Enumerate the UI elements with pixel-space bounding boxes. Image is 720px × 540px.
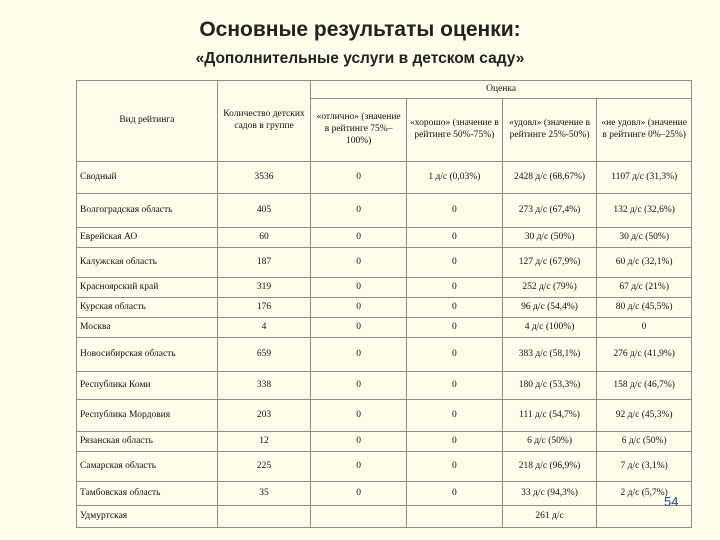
unsatisfactory-cell: 6 д/с (50%): [597, 432, 692, 452]
count-cell: 3536: [217, 162, 310, 194]
page-title: Основные результаты оценки:: [199, 18, 521, 41]
table-row: [77, 400, 692, 432]
table-row: [77, 432, 692, 452]
header-good: «хорошо» (значение в рейтинге 50%-75%): [406, 99, 502, 162]
unsatisfactory-cell: 92 д/с (45,3%): [597, 400, 692, 432]
table-row: [77, 194, 692, 228]
excellent-cell: 0: [311, 162, 407, 194]
count-cell: 203: [217, 400, 310, 432]
count-cell: 187: [217, 248, 310, 278]
region-cell: Новосибирская область: [77, 338, 218, 372]
excellent-cell: 0: [311, 194, 407, 228]
count-cell: 405: [217, 194, 310, 228]
good-cell: 0: [406, 400, 502, 432]
header-rating-type: Вид рейтинга: [77, 81, 218, 162]
excellent-cell: 0: [311, 278, 407, 298]
header-satisfactory: «удовл» (значение в рейтинге 25%-50%): [502, 99, 597, 162]
unsatisfactory-cell: 80 д/с (45,5%): [597, 298, 692, 318]
unsatisfactory-cell: 67 д/с (21%): [597, 278, 692, 298]
table-row: [77, 278, 692, 298]
good-cell: 0: [406, 372, 502, 400]
unsatisfactory-cell: 2 д/с (5,7%): [597, 482, 692, 506]
good-cell: 0: [406, 194, 502, 228]
good-cell: 0: [406, 298, 502, 318]
count-cell: 338: [217, 372, 310, 400]
satisfactory-cell: 261 д/с: [502, 506, 597, 528]
table-row: [77, 318, 692, 338]
region-cell: Волгоградская область: [77, 194, 218, 228]
satisfactory-cell: 4 д/с (100%): [502, 318, 597, 338]
excellent-cell: 0: [311, 452, 407, 482]
count-cell: 35: [217, 482, 310, 506]
region-cell: Тамбовская область: [77, 482, 218, 506]
good-cell: 0: [406, 338, 502, 372]
satisfactory-cell: 273 д/с (67,4%): [502, 194, 597, 228]
region-cell: Еврейская АО: [77, 228, 218, 248]
region-cell: Рязанская область: [77, 432, 218, 452]
region-cell: Калужская область: [77, 248, 218, 278]
region-cell: Республика Коми: [77, 372, 218, 400]
excellent-cell: 0: [311, 482, 407, 506]
table-row: [77, 372, 692, 400]
satisfactory-cell: 252 д/с (79%): [502, 278, 597, 298]
good-cell: 0: [406, 432, 502, 452]
satisfactory-cell: 96 д/с (54,4%): [502, 298, 597, 318]
results-table-container: [76, 80, 692, 540]
count-cell: 176: [217, 298, 310, 318]
satisfactory-cell: 111 д/с (54,7%): [502, 400, 597, 432]
page-number: 54: [664, 494, 679, 509]
header-count: Количество детских садов в группе: [217, 81, 310, 162]
region-cell: Республика Мордовия: [77, 400, 218, 432]
satisfactory-cell: 2428 д/с (68,67%): [502, 162, 597, 194]
table-row: [77, 162, 692, 194]
table-row: [77, 482, 692, 506]
region-cell: Сводный: [77, 162, 218, 194]
good-cell: 0: [406, 228, 502, 248]
unsatisfactory-cell: 0: [597, 318, 692, 338]
count-cell: 12: [217, 432, 310, 452]
excellent-cell: 0: [311, 372, 407, 400]
header-excellent: «отлично» (значение в рейтинге 75%–100%): [311, 99, 407, 162]
satisfactory-cell: 383 д/с (58,1%): [502, 338, 597, 372]
unsatisfactory-cell: 276 д/с (41,9%): [597, 338, 692, 372]
table-row: [77, 248, 692, 278]
table-row: [77, 452, 692, 482]
count-cell: [217, 506, 310, 528]
good-cell: 1 д/с (0,03%): [406, 162, 502, 194]
excellent-cell: 0: [311, 298, 407, 318]
count-cell: 225: [217, 452, 310, 482]
unsatisfactory-cell: 7 д/с (3,1%): [597, 452, 692, 482]
good-cell: 0: [406, 278, 502, 298]
unsatisfactory-cell: 60 д/с (32,1%): [597, 248, 692, 278]
unsatisfactory-cell: 158 д/с (46,7%): [597, 372, 692, 400]
excellent-cell: [311, 506, 407, 528]
header-unsatisfactory: «не удовл» (значение в рейтинге 0%–25%): [597, 99, 692, 162]
region-cell: Красноярский край: [77, 278, 218, 298]
table-row: [77, 506, 692, 528]
table-body: [77, 162, 692, 528]
region-cell: Самарская область: [77, 452, 218, 482]
excellent-cell: 0: [311, 318, 407, 338]
satisfactory-cell: 127 д/с (67,9%): [502, 248, 597, 278]
satisfactory-cell: 6 д/с (50%): [502, 432, 597, 452]
count-cell: 319: [217, 278, 310, 298]
good-cell: 0: [406, 318, 502, 338]
good-cell: 0: [406, 482, 502, 506]
table-row: [77, 228, 692, 248]
count-cell: 60: [217, 228, 310, 248]
satisfactory-cell: 33 д/с (94,3%): [502, 482, 597, 506]
region-cell: Курская область: [77, 298, 218, 318]
count-cell: 4: [217, 318, 310, 338]
count-cell: 659: [217, 338, 310, 372]
table-row: [77, 338, 692, 372]
good-cell: 0: [406, 452, 502, 482]
satisfactory-cell: 218 д/с (96,9%): [502, 452, 597, 482]
results-table: [76, 80, 692, 528]
excellent-cell: 0: [311, 338, 407, 372]
satisfactory-cell: 180 д/с (53,3%): [502, 372, 597, 400]
excellent-cell: 0: [311, 400, 407, 432]
satisfactory-cell: 30 д/с (50%): [502, 228, 597, 248]
header-group-evaluation: Оценка: [311, 81, 692, 99]
table-row: [77, 298, 692, 318]
page-subtitle: «Дополнительные услуги в детском саду»: [195, 50, 525, 67]
excellent-cell: 0: [311, 432, 407, 452]
region-cell: Удмуртская: [77, 506, 218, 528]
region-cell: Москва: [77, 318, 218, 338]
excellent-cell: 0: [311, 248, 407, 278]
good-cell: 0: [406, 248, 502, 278]
unsatisfactory-cell: 1107 д/с (31,3%): [597, 162, 692, 194]
unsatisfactory-cell: 30 д/с (50%): [597, 228, 692, 248]
unsatisfactory-cell: 132 д/с (32,6%): [597, 194, 692, 228]
excellent-cell: 0: [311, 228, 407, 248]
good-cell: [406, 506, 502, 528]
